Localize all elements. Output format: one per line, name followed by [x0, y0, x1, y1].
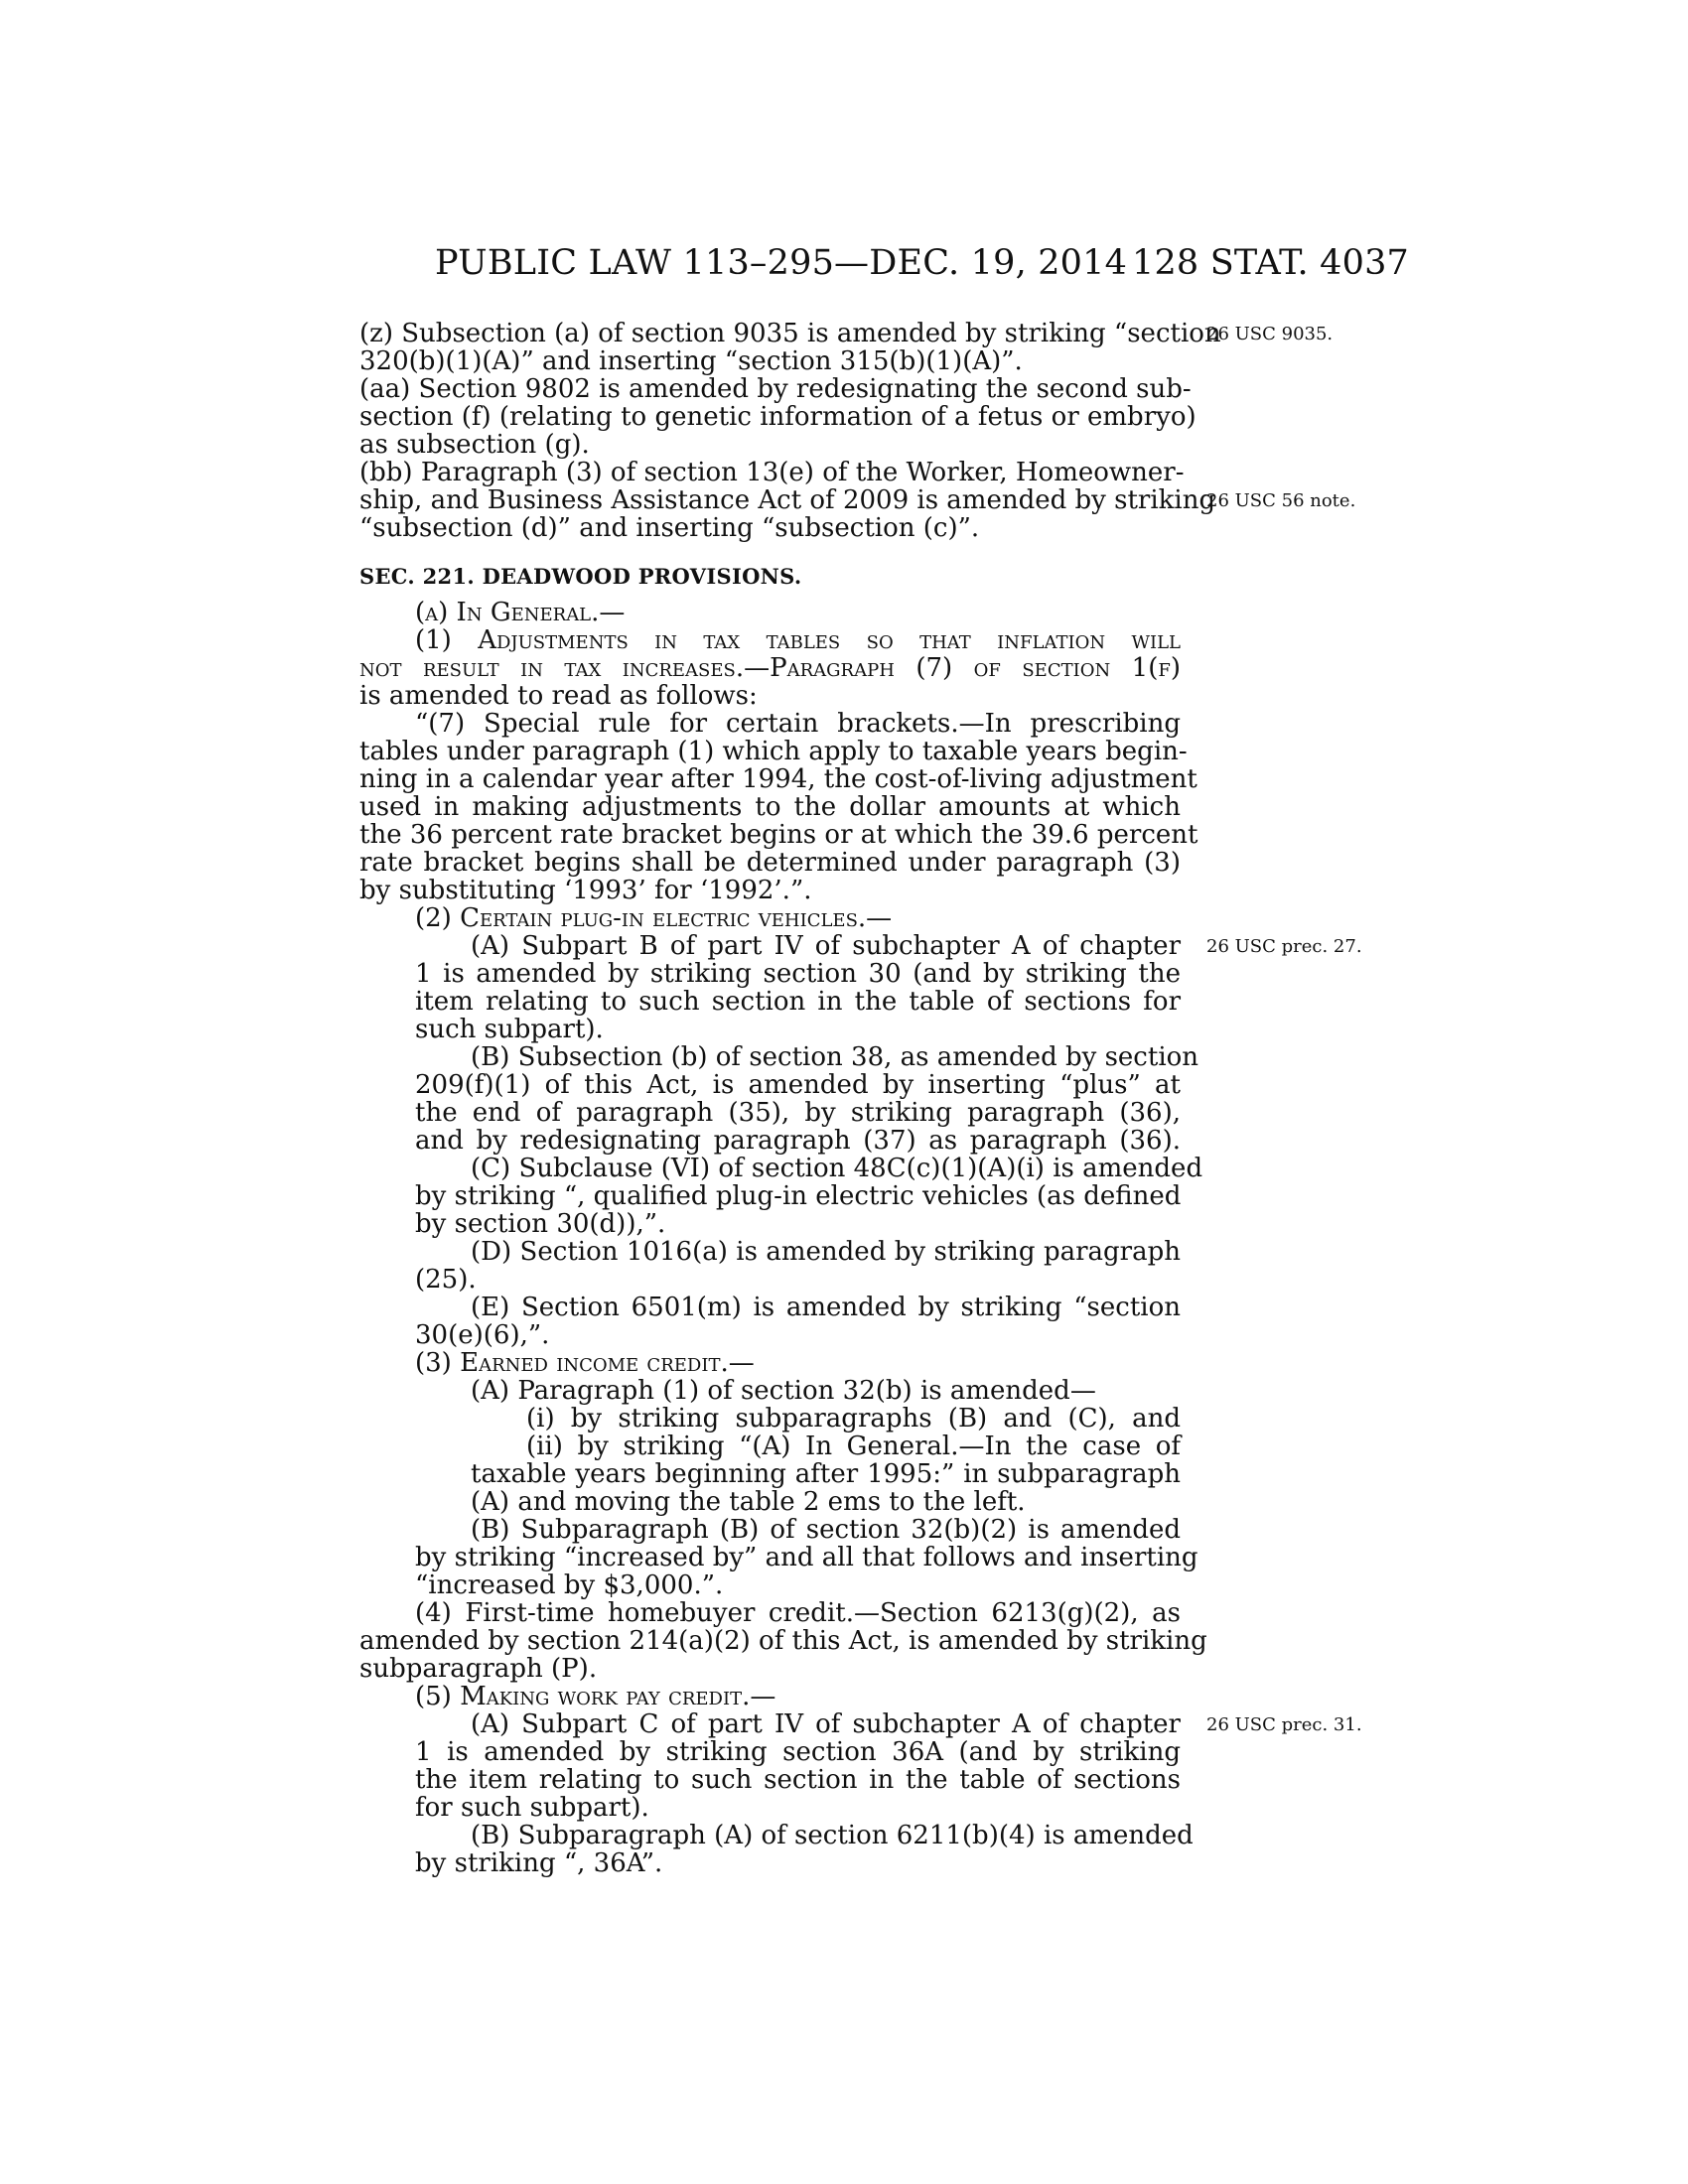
- text-line: (A) Subpart C of part IV of subchapter A of chapter: [471, 1709, 1181, 1739]
- text-line: by striking “, qualified plug-in electric vehicles (as defined: [415, 1181, 1182, 1211]
- text-line: (1) Adjustments in tax tables so that inflation will: [415, 625, 1181, 655]
- running-header-left: PUBLIC LAW 113–295—DEC. 19, 2014: [435, 243, 1128, 283]
- text-line: (B) Subsection (b) of section 38, as amended by section: [471, 1042, 1199, 1072]
- text-line: (C) Subclause (VI) of section 48C(c)(1)(A)(i) is amended: [471, 1154, 1203, 1183]
- text-line: 1 is amended by striking section 36A (and by striking: [415, 1737, 1181, 1767]
- text-line: “subsection (d)” and inserting “subsection (c)”.: [359, 513, 980, 543]
- text-line: (ii) by striking “(A) In General.—In the case of: [526, 1432, 1181, 1461]
- text-line: ship, and Business Assistance Act of 2009 is amended by striking: [359, 485, 1216, 515]
- text-line: and by redesignating paragraph (37) as paragraph (36).: [415, 1126, 1181, 1156]
- text-line: taxable years beginning after 1995:” in subparagraph: [471, 1459, 1181, 1489]
- text-line: (z) Subsection (a) of section 9035 is amended by striking “section: [359, 319, 1221, 348]
- text-line: (E) Section 6501(m) is amended by striking “section: [471, 1293, 1181, 1322]
- text-line: 1 is amended by striking section 30 (and by striking the: [415, 959, 1181, 989]
- text-line: by substituting ‘1993’ for ‘1992’.”.: [359, 876, 812, 905]
- text-line: such subpart).: [415, 1015, 604, 1044]
- text-line: the 36 percent rate bracket begins or at which the 39.6 percent: [359, 820, 1198, 850]
- text-line: by section 30(d)),”.: [415, 1209, 666, 1239]
- text-line: “increased by $3,000.”.: [415, 1570, 724, 1600]
- text-line: (a) In General.—: [415, 598, 626, 627]
- text-line: (2) Certain plug-in electric vehicles.—: [415, 903, 893, 933]
- text-line: (25).: [415, 1265, 477, 1295]
- text-line: (3) Earned income credit.—: [415, 1348, 755, 1378]
- text-line: item relating to such section in the table of sections for: [415, 987, 1181, 1017]
- text-line: (A) and moving the table 2 ems to the left.: [471, 1487, 1026, 1517]
- text-line: subparagraph (P).: [359, 1654, 598, 1684]
- running-header-right: 128 STAT. 4037: [1132, 243, 1410, 283]
- text-line: (B) Subparagraph (A) of section 6211(b)(4) is amended: [471, 1821, 1194, 1850]
- section-heading: SEC. 221. DEADWOOD PROVISIONS.: [359, 564, 802, 589]
- text-line: 30(e)(6),”.: [415, 1320, 550, 1350]
- text-line: (A) Paragraph (1) of section 32(b) is amended—: [471, 1376, 1096, 1406]
- text-line: by striking “increased by” and all that follows and inserting: [415, 1543, 1198, 1572]
- text-line: is amended to read as follows:: [359, 681, 758, 711]
- text-line: (aa) Section 9802 is amended by redesignating the second sub-: [359, 374, 1192, 404]
- text-line: used in making adjustments to the dollar amounts at which: [359, 792, 1181, 822]
- margin-note: 26 USC prec. 31.: [1206, 1714, 1362, 1735]
- text-line: rate bracket begins shall be determined under paragraph (3): [359, 848, 1181, 878]
- text-line: ning in a calendar year after 1994, the cost-of-living adjustment: [359, 764, 1197, 794]
- text-line: (D) Section 1016(a) is amended by striking paragraph: [471, 1237, 1181, 1267]
- text-line: (5) Making work pay credit.—: [415, 1682, 776, 1711]
- text-line: for such subpart).: [415, 1793, 649, 1823]
- text-line: not result in tax increases.—Paragraph (7) of section 1(f): [359, 653, 1181, 683]
- margin-note: 26 USC prec. 27.: [1206, 936, 1362, 957]
- text-line: (i) by striking subparagraphs (B) and (C), and: [526, 1404, 1181, 1433]
- text-line: (A) Subpart B of part IV of subchapter A of chapter: [471, 931, 1181, 961]
- text-line: the end of paragraph (35), by striking paragraph (36),: [415, 1098, 1181, 1128]
- text-line: as subsection (g).: [359, 430, 590, 460]
- margin-note: 26 USC 9035.: [1206, 324, 1334, 344]
- text-line: amended by section 214(a)(2) of this Act, is amended by striking: [359, 1626, 1207, 1656]
- text-line: 209(f)(1) of this Act, is amended by inserting “plus” at: [415, 1070, 1181, 1100]
- text-line: 320(b)(1)(A)” and inserting “section 315(b)(1)(A)”.: [359, 346, 1023, 376]
- text-line: by striking “, 36A”.: [415, 1848, 663, 1878]
- text-line: section (f) (relating to genetic information of a fetus or embryo): [359, 402, 1196, 432]
- text-line: tables under paragraph (1) which apply to taxable years begin-: [359, 737, 1188, 766]
- text-line: (bb) Paragraph (3) of section 13(e) of the Worker, Homeowner-: [359, 458, 1185, 487]
- text-line: the item relating to such section in the table of sections: [415, 1765, 1181, 1795]
- text-line: (B) Subparagraph (B) of section 32(b)(2) is amended: [471, 1515, 1181, 1545]
- text-line: “(7) Special rule for certain brackets.—In prescribing: [415, 709, 1181, 739]
- text-line: (4) First-time homebuyer credit.—Section 6213(g)(2), as: [415, 1598, 1181, 1628]
- margin-note: 26 USC 56 note.: [1206, 490, 1356, 511]
